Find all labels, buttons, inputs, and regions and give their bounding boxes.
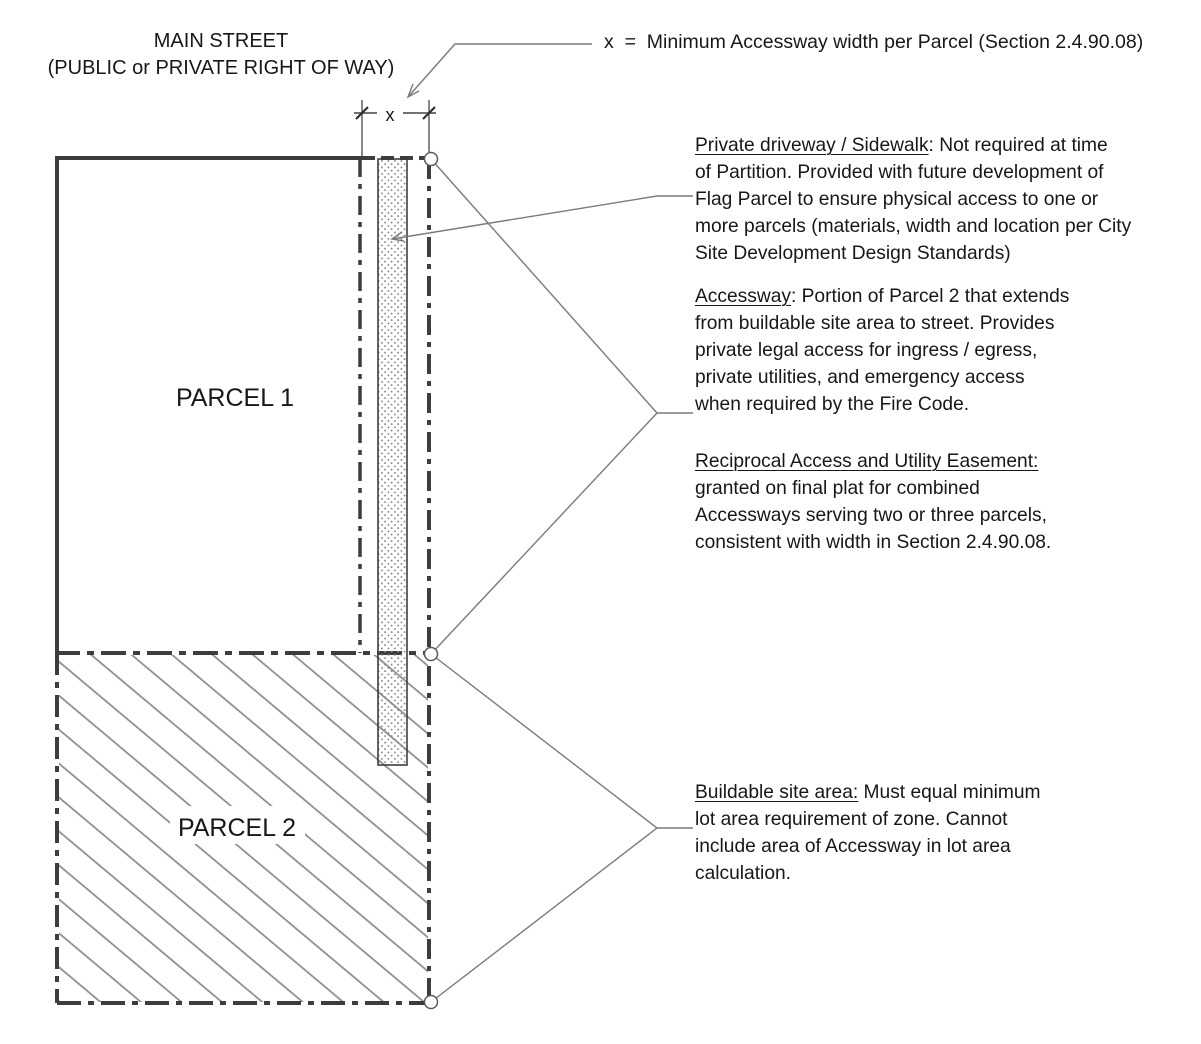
note-line: of Partition. Provided with future development of xyxy=(695,162,1104,183)
note-line: calculation. xyxy=(695,863,791,884)
note-line xyxy=(695,779,1041,806)
note-line: when required by the Fire Code. xyxy=(695,394,970,415)
node-circle-rear-corner-icon xyxy=(425,996,438,1009)
note-line: include area of Accessway in lot area xyxy=(695,836,1011,857)
note-line: lot area requirement of zone. Cannot xyxy=(695,809,1008,830)
dimension-x-label: x xyxy=(385,105,395,125)
x-definition-text: x = Minimum Accessway width per Parcel (Section 2.4.90.08) xyxy=(604,31,1144,53)
note-line: private legal access for ingress / egress, xyxy=(695,340,1038,361)
note-text: : Not required at time xyxy=(928,135,1108,156)
note-line xyxy=(695,283,1069,310)
note-line: Flag Parcel to ensure physical access to one or xyxy=(695,189,1099,210)
note-line: Accessways serving two or three parcels, xyxy=(695,505,1047,526)
accessway-leader-lower-line xyxy=(431,413,657,654)
parcel2-label: PARCEL 2 xyxy=(177,814,297,842)
note-private-driveway xyxy=(695,132,1131,267)
note-line: granted on final plat for combined xyxy=(695,478,980,499)
note-heading: Buildable site area: xyxy=(695,782,859,803)
note-text: : Portion of Parcel 2 that extends xyxy=(790,286,1070,307)
note-line: consistent with width in Section 2.4.90.08. xyxy=(695,532,1052,553)
x-definition-leader-line xyxy=(408,44,592,97)
note-line xyxy=(695,448,1051,475)
buildable-leader-lower-line xyxy=(431,828,657,1002)
note-line: private utilities, and emergency access xyxy=(695,367,1025,388)
note-line xyxy=(695,132,1131,159)
note-heading: Reciprocal Access and Utility Easement: xyxy=(695,451,1039,472)
note-line: more parcels (materials, width and location per City xyxy=(695,216,1132,237)
note-heading: Private driveway / Sidewalk xyxy=(695,135,929,156)
note-line: from buildable site area to street. Provides xyxy=(695,313,1055,334)
note-text: Must equal minimum xyxy=(858,782,1041,803)
street-title-line1: MAIN STREET xyxy=(153,30,289,52)
private-driveway-leader-line xyxy=(392,196,693,239)
private-driveway-strip xyxy=(378,159,407,765)
note-accessway xyxy=(695,283,1069,418)
street-title xyxy=(28,28,414,82)
note-reciprocal-easement xyxy=(695,448,1051,556)
node-circle-street-corner-icon xyxy=(425,153,438,166)
node-circle-buildable-corner-icon xyxy=(425,648,438,661)
parcel1-label: PARCEL 1 xyxy=(175,384,295,412)
buildable-leader-upper-line xyxy=(431,654,693,828)
street-title-line2: (PUBLIC or PRIVATE RIGHT OF WAY) xyxy=(47,57,395,79)
note-line: Site Development Design Standards) xyxy=(695,243,1011,264)
note-buildable-site-area xyxy=(695,779,1041,887)
note-heading: Accessway xyxy=(695,286,791,307)
